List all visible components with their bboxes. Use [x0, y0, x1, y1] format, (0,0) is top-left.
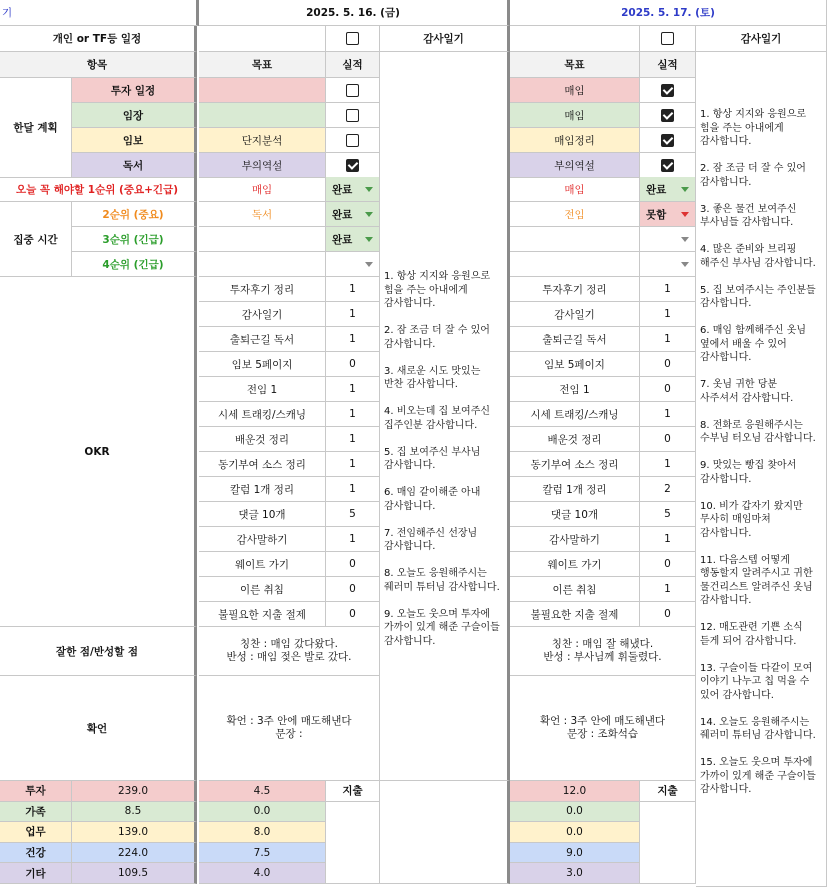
day1-expense[interactable]: 8.0 [199, 822, 326, 843]
day1-expense[interactable]: 4.5 [199, 781, 326, 802]
day1-okr-value[interactable]: 1 [326, 377, 380, 402]
monthly-plan-label: 한달 계획 [0, 78, 72, 178]
day2-okr-value[interactable]: 1 [640, 277, 696, 302]
day1-okr-value[interactable]: 1 [326, 277, 380, 302]
day2-gratitude-text: 1. 항상 지지와 응원으로 힘을 주는 아내에게 감사합니다. 2. 잠 조금 더 잘 수 있어 감사합니다. 3. 좋은 물건 보여주신 부사님들 감사합니다. 4. 많은 준비와 브리핑 해주신 부사님 감사합니다. 5. 집 보여주시는 주인분들 감사합니다. 6. 매임 함께해주신 옷님 옆에서 배울 수 있어 감사합니다. 7. 옷님 귀한 당분 사주셔서 감사합니다. 8. 전화로 응원해주시는 수부님 터오님 감사합니다. 9. 맛있는 빵집 찾아서 감사합니다. 10. 비가 갑자기 왔지만 무사히 매임마쳐 감사합니다. 11. 다음스텝 어떻게 행동할지 알려주시고 귀한 물건리스트 알려주신 옷님 감사합니다. 12. 매도관련 기쁜 소식 듣게 되어 감사합니다. 13. 구슬이들 다같이 모여 이야기 나누고 칩 먹을 수 있어 감사합니다. 14. 오늘도 응원해주시는 줴러미 튜터님 감사합니다. 15. 오늘도 웃으며 투자에 가까이 있게 해준 구슬이들 감사합니다. [696, 52, 827, 887]
summary-value: 224.0 [72, 843, 197, 864]
checkbox-icon[interactable] [346, 32, 359, 45]
day1-gratitude-text: 1. 항상 지지와 응원으로 힘을 주는 아내에게 감사합니다. 2. 잠 조금 더 잘 수 있어 감사합니다. 3. 새로운 시도 맛있는 반찬 감사합니다. 4. 비오는데 집 보여주신 집주인분 감사합니다. 5. 집 보여주신 부사님 감사합니다. 6. 매임 같이해준 아내 감사합니다. 7. 전임해주신 선장님 감사합니다. 8. 오늘도 응원해주시는 줴러미 튜터님 감사합니다. 9. 오늘도 웃으며 투자에 가까이 있게 해준 구슬이들 감사합니다. [380, 52, 510, 781]
day2-okr-value[interactable]: 0 [640, 602, 696, 627]
day2-reflection[interactable]: 칭찬 : 매임 잘 해냈다. 반성 : 부사님께 휘둘렸다. [510, 627, 696, 676]
day1-result-header: 실적 [326, 52, 380, 78]
day1-plan-goal[interactable] [199, 78, 326, 103]
day1-okr-goal[interactable]: 전임 1 [199, 377, 326, 402]
plan-category: 독서 [72, 153, 197, 178]
day2-okr-goal[interactable]: 시세 트래킹/스캐닝 [510, 402, 640, 427]
left-tag: 기 [0, 0, 199, 26]
day1-okr-value[interactable]: 1 [326, 302, 380, 327]
confirm-label: 확언 [0, 676, 197, 781]
day2-plan-check-cell[interactable] [640, 128, 696, 153]
day2-priority-status-dropdown[interactable] [640, 177, 696, 202]
day1-priority-goal[interactable]: 매임 [199, 177, 326, 202]
day2-priority-goal[interactable] [510, 227, 640, 252]
checked-checkbox-icon[interactable] [346, 159, 359, 172]
okr-label: OKR [0, 277, 197, 627]
day1-expense[interactable]: 0.0 [199, 802, 326, 823]
day2-okr-value[interactable]: 1 [640, 302, 696, 327]
day2-okr-goal[interactable]: 동기부여 소스 정리 [510, 452, 640, 477]
item-header: 항목 [0, 52, 197, 78]
day1-okr-goal[interactable]: 배운것 정리 [199, 427, 326, 452]
day2-priority-goal[interactable]: 매임 [510, 177, 640, 202]
day2-okr-value[interactable]: 0 [640, 377, 696, 402]
day2-goal-header: 목표 [510, 52, 640, 78]
day1-priority-goal[interactable]: 독서 [199, 202, 326, 227]
checked-checkbox-icon[interactable] [661, 134, 674, 147]
day2-okr-goal[interactable]: 감사말하기 [510, 527, 640, 552]
day2-okr-value[interactable]: 0 [640, 552, 696, 577]
dropdown-arrow-icon[interactable] [681, 262, 689, 267]
status-label: 못함 [646, 208, 667, 221]
checkbox-icon[interactable] [346, 134, 359, 147]
dropdown-arrow-icon[interactable] [365, 262, 373, 267]
day2-okr-goal[interactable]: 댓글 10개 [510, 502, 640, 527]
plan-category: 투자 일정 [72, 78, 197, 103]
summary-category: 업무 [0, 822, 72, 843]
day2-plan-check-cell[interactable] [640, 78, 696, 103]
day2-okr-goal[interactable]: 배운것 정리 [510, 427, 640, 452]
day1-plan-check-cell[interactable] [326, 153, 380, 178]
day2-okr-goal[interactable]: 불필요한 지출 절제 [510, 602, 640, 627]
checkbox-icon[interactable] [346, 84, 359, 97]
day1-priority-goal[interactable] [199, 252, 326, 277]
day1-gratitude-header: 감사일기 [380, 26, 510, 52]
summary-value: 109.5 [72, 863, 197, 884]
day1-okr-goal[interactable]: 시세 트래킹/스캐닝 [199, 402, 326, 427]
day1-schedule-cell[interactable] [199, 26, 326, 52]
day2-okr-goal[interactable]: 이른 취침 [510, 577, 640, 602]
priority-label: 2순위 (중요) [72, 202, 197, 227]
day2-okr-goal[interactable]: 감사일기 [510, 302, 640, 327]
day2-expense[interactable]: 12.0 [510, 781, 640, 802]
day2-okr-value[interactable]: 1 [640, 527, 696, 552]
checked-checkbox-icon[interactable] [661, 109, 674, 122]
checked-checkbox-icon[interactable] [661, 84, 674, 97]
day1-expense[interactable]: 7.5 [199, 843, 326, 864]
day1-priority-status-dropdown[interactable] [326, 177, 380, 202]
checkbox-icon[interactable] [346, 109, 359, 122]
day1-okr-value[interactable]: 0 [326, 352, 380, 377]
day2-okr-value[interactable]: 2 [640, 477, 696, 502]
day1-okr-value[interactable]: 1 [326, 402, 380, 427]
priority-label: 3순위 (긴급) [72, 227, 197, 252]
day1-reflection[interactable]: 칭찬 : 매임 갔다왔다. 반성 : 매임 젖은 발로 갔다. [199, 627, 380, 676]
day1-expense-blank[interactable] [326, 802, 380, 884]
day1-okr-value[interactable]: 1 [326, 527, 380, 552]
day2-plan-goal[interactable]: 매임 [510, 78, 640, 103]
day1-okr-goal[interactable]: 이른 취침 [199, 577, 326, 602]
focus-time-label: 집중 시간 [0, 202, 72, 277]
day1-header-checkbox-cell[interactable] [326, 26, 380, 52]
summary-value: 239.0 [72, 781, 197, 802]
checked-checkbox-icon[interactable] [661, 159, 674, 172]
day1-okr-value[interactable]: 1 [326, 452, 380, 477]
day2-plan-goal[interactable]: 부의역설 [510, 153, 640, 178]
day1-okr-value[interactable]: 1 [326, 327, 380, 352]
status-label: 완료 [332, 208, 353, 221]
dropdown-arrow-icon[interactable] [681, 212, 689, 217]
day1-okr-goal[interactable]: 임보 5페이지 [199, 352, 326, 377]
day1-okr-goal[interactable]: 댓글 10개 [199, 502, 326, 527]
summary-category: 건강 [0, 843, 72, 864]
day2-priority-goal[interactable]: 전임 [510, 202, 640, 227]
day1-okr-value[interactable]: 5 [326, 502, 380, 527]
day2-okr-value[interactable]: 1 [640, 327, 696, 352]
day1-plan-check-cell[interactable] [326, 128, 380, 153]
day2-priority-goal[interactable] [510, 252, 640, 277]
day1-okr-value[interactable]: 0 [326, 602, 380, 627]
day2-okr-goal[interactable]: 웨이트 가기 [510, 552, 640, 577]
day2-okr-goal[interactable]: 전임 1 [510, 377, 640, 402]
dropdown-arrow-icon[interactable] [365, 187, 373, 192]
first-priority-label: 오늘 꼭 해야할 1순위 (중요+긴급) [0, 177, 197, 202]
day1-plan-check-cell[interactable] [326, 78, 380, 103]
day2-priority-status-dropdown[interactable] [640, 202, 696, 227]
day1-goal-header: 목표 [199, 52, 326, 78]
day2-okr-goal[interactable]: 칼럼 1개 정리 [510, 477, 640, 502]
day1-plan-check-cell[interactable] [326, 103, 380, 128]
day2-plan-check-cell[interactable] [640, 153, 696, 178]
day2-expense[interactable]: 3.0 [510, 863, 640, 884]
day2-priority-status-dropdown[interactable] [640, 252, 696, 277]
day1-expense-label: 지출 [326, 781, 380, 802]
personal-schedule-label: 개인 or TF등 일정 [0, 26, 197, 52]
day2-okr-value[interactable]: 5 [640, 502, 696, 527]
plan-category: 임장 [72, 103, 197, 128]
day2-title: 2025. 5. 17. (토) [510, 0, 827, 26]
day2-result-header: 실적 [640, 52, 696, 78]
day2-gratitude-header: 감사일기 [696, 26, 827, 52]
day2-expense[interactable]: 0.0 [510, 822, 640, 843]
summary-category: 가족 [0, 802, 72, 823]
day1-title: 2025. 5. 16. (금) [199, 0, 510, 26]
day2-okr-value[interactable]: 1 [640, 577, 696, 602]
day2-okr-goal[interactable]: 임보 5페이지 [510, 352, 640, 377]
day1-priority-status-dropdown[interactable] [326, 252, 380, 277]
day2-expense-blank[interactable] [640, 802, 696, 884]
day1-priority-status-dropdown[interactable] [326, 227, 380, 252]
summary-value: 8.5 [72, 802, 197, 823]
day1-okr-value[interactable]: 1 [326, 477, 380, 502]
day1-affirmation[interactable]: 확언 : 3주 안에 매도해낸다 문장 : [199, 676, 380, 781]
summary-category: 기타 [0, 863, 72, 884]
day2-okr-value[interactable]: 1 [640, 452, 696, 477]
dropdown-arrow-icon[interactable] [681, 187, 689, 192]
day1-expense[interactable]: 4.0 [199, 863, 326, 884]
dropdown-arrow-icon[interactable] [365, 212, 373, 217]
day1-priority-status-dropdown[interactable] [326, 202, 380, 227]
summary-category: 투자 [0, 781, 72, 802]
day1-plan-goal[interactable]: 부의역설 [199, 153, 326, 178]
day2-affirmation[interactable]: 확언 : 3주 안에 매도해낸다 문장 : 조화석습 [510, 676, 696, 781]
day2-okr-goal[interactable]: 출퇴근길 독서 [510, 327, 640, 352]
day2-okr-value[interactable]: 1 [640, 402, 696, 427]
checkbox-icon[interactable] [661, 32, 674, 45]
day2-plan-goal[interactable]: 매임 [510, 103, 640, 128]
day1-okr-value[interactable]: 0 [326, 552, 380, 577]
day2-expense[interactable]: 9.0 [510, 843, 640, 864]
day1-okr-goal[interactable]: 출퇴근길 독서 [199, 327, 326, 352]
day2-priority-status-dropdown[interactable] [640, 227, 696, 252]
day2-okr-goal[interactable]: 투자후기 정리 [510, 277, 640, 302]
status-label: 완료 [646, 183, 667, 196]
day2-plan-check-cell[interactable] [640, 103, 696, 128]
day1-okr-goal[interactable]: 칼럼 1개 정리 [199, 477, 326, 502]
dropdown-arrow-icon[interactable] [681, 237, 689, 242]
day1-okr-goal[interactable]: 감사일기 [199, 302, 326, 327]
good-bad-label: 잘한 점/반성할 점 [0, 627, 197, 676]
dropdown-arrow-icon[interactable] [365, 237, 373, 242]
day1-priority-goal[interactable] [199, 227, 326, 252]
day1-gratitude-blank[interactable] [380, 781, 510, 884]
day2-okr-value[interactable]: 0 [640, 352, 696, 377]
plan-category: 임보 [72, 128, 197, 153]
status-label: 완료 [332, 233, 353, 246]
day2-schedule-cell[interactable] [510, 26, 640, 52]
day1-okr-goal[interactable]: 불필요한 지출 절제 [199, 602, 326, 627]
day1-okr-goal[interactable]: 투자후기 정리 [199, 277, 326, 302]
day1-plan-goal[interactable]: 단지분석 [199, 128, 326, 153]
day2-expense[interactable]: 0.0 [510, 802, 640, 823]
day1-plan-goal[interactable] [199, 103, 326, 128]
day1-okr-goal[interactable]: 동기부여 소스 정리 [199, 452, 326, 477]
day2-header-checkbox-cell[interactable] [640, 26, 696, 52]
day1-okr-goal[interactable]: 감사말하기 [199, 527, 326, 552]
status-label: 완료 [332, 183, 353, 196]
day1-okr-value[interactable]: 0 [326, 577, 380, 602]
day1-okr-goal[interactable]: 웨이트 가기 [199, 552, 326, 577]
priority-label: 4순위 (긴급) [72, 252, 197, 277]
day2-expense-label: 지출 [640, 781, 696, 802]
summary-value: 139.0 [72, 822, 197, 843]
day2-plan-goal[interactable]: 매임정리 [510, 128, 640, 153]
day2-okr-value[interactable]: 0 [640, 427, 696, 452]
day1-okr-value[interactable]: 1 [326, 427, 380, 452]
